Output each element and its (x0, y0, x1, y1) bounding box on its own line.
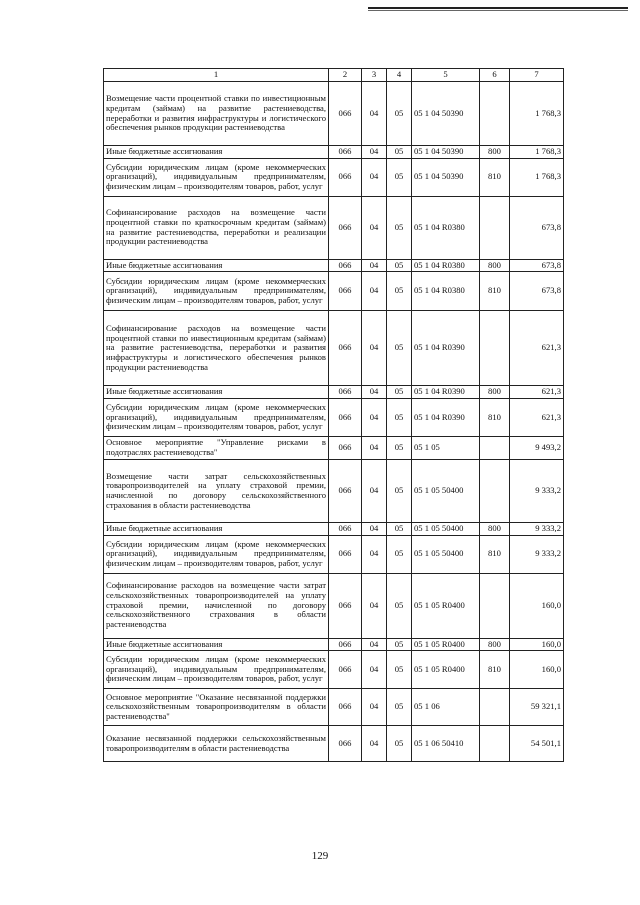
ministry-code: 066 (329, 272, 362, 311)
column-header: 7 (510, 69, 564, 82)
target-article-code: 05 1 05 50400 (412, 459, 480, 522)
ministry-code: 066 (329, 386, 362, 399)
table-row (104, 398, 564, 436)
ministry-code: 066 (329, 726, 362, 762)
table-row (104, 651, 564, 689)
column-header: 2 (329, 69, 362, 82)
table-row (104, 522, 564, 535)
expense-type-code (480, 311, 510, 386)
row-description: Софинансирование расходов на возмещение части затрат сельскохозяйственных товаропроизводителей на уплату страховой премии, начисленной по договору сельскохозяйственного страхования в области растениеводства (104, 573, 329, 638)
expense-type-code: 800 (480, 638, 510, 651)
amount-value: 160,0 (510, 651, 564, 689)
ministry-code: 066 (329, 689, 362, 726)
row-description: Иные бюджетные ассигнования (104, 386, 329, 399)
section-code: 04 (362, 522, 387, 535)
ministry-code: 066 (329, 398, 362, 436)
section-code: 04 (362, 436, 387, 459)
amount-value: 1 768,3 (510, 146, 564, 159)
row-description: Субсидии юридическим лицам (кроме некоммерческих организаций), индивидуальным предпринимателям, физическим лицам – производителям товаров, работ, услуг (104, 158, 329, 196)
amount-value: 1 768,3 (510, 158, 564, 196)
amount-value: 9 493,2 (510, 436, 564, 459)
table-row (104, 82, 564, 146)
subsection-code: 05 (387, 311, 412, 386)
column-header: 4 (387, 69, 412, 82)
section-code: 04 (362, 82, 387, 146)
ministry-code: 066 (329, 311, 362, 386)
subsection-code: 05 (387, 689, 412, 726)
amount-value: 160,0 (510, 638, 564, 651)
expense-type-code (480, 689, 510, 726)
section-code: 04 (362, 146, 387, 159)
expense-type-code: 810 (480, 651, 510, 689)
amount-value: 673,8 (510, 272, 564, 311)
subsection-code: 05 (387, 272, 412, 311)
target-article-code: 05 1 06 (412, 689, 480, 726)
section-code: 04 (362, 259, 387, 272)
amount-value: 673,8 (510, 196, 564, 259)
subsection-code: 05 (387, 638, 412, 651)
amount-value: 59 321,1 (510, 689, 564, 726)
ministry-code: 066 (329, 196, 362, 259)
ministry-code: 066 (329, 459, 362, 522)
amount-value: 9 333,2 (510, 459, 564, 522)
table-row (104, 259, 564, 272)
row-description: Иные бюджетные ассигнования (104, 638, 329, 651)
table-row (104, 726, 564, 762)
section-code: 04 (362, 726, 387, 762)
subsection-code: 05 (387, 522, 412, 535)
ministry-code: 066 (329, 259, 362, 272)
column-header: 5 (412, 69, 480, 82)
table-row (104, 158, 564, 196)
table-row (104, 386, 564, 399)
section-code: 04 (362, 535, 387, 573)
top-rule (368, 7, 628, 9)
section-code: 04 (362, 158, 387, 196)
ministry-code: 066 (329, 158, 362, 196)
target-article-code: 05 1 05 R0400 (412, 638, 480, 651)
target-article-code: 05 1 05 (412, 436, 480, 459)
target-article-code: 05 1 06 50410 (412, 726, 480, 762)
section-code: 04 (362, 459, 387, 522)
section-code: 04 (362, 573, 387, 638)
subsection-code: 05 (387, 196, 412, 259)
expense-type-code: 800 (480, 146, 510, 159)
target-article-code: 05 1 05 R0400 (412, 651, 480, 689)
amount-value: 673,8 (510, 259, 564, 272)
subsection-code: 05 (387, 82, 412, 146)
target-article-code: 05 1 04 R0380 (412, 259, 480, 272)
table-row (104, 573, 564, 638)
section-code: 04 (362, 272, 387, 311)
top-rule-thin (368, 10, 628, 11)
ministry-code: 066 (329, 535, 362, 573)
table-row (104, 436, 564, 459)
subsection-code: 05 (387, 573, 412, 638)
target-article-code: 05 1 04 R0390 (412, 386, 480, 399)
subsection-code: 05 (387, 651, 412, 689)
expense-type-code (480, 196, 510, 259)
amount-value: 160,0 (510, 573, 564, 638)
amount-value: 54 501,1 (510, 726, 564, 762)
subsection-code: 05 (387, 726, 412, 762)
row-description: Основное мероприятие "Управление рисками в подотраслях растениеводства" (104, 436, 329, 459)
expense-type-code: 810 (480, 398, 510, 436)
section-code: 04 (362, 386, 387, 399)
target-article-code: 05 1 04 50390 (412, 158, 480, 196)
subsection-code: 05 (387, 535, 412, 573)
expense-type-code (480, 82, 510, 146)
subsection-code: 05 (387, 386, 412, 399)
amount-value: 1 768,3 (510, 82, 564, 146)
budget-table (103, 68, 564, 762)
target-article-code: 05 1 05 50400 (412, 522, 480, 535)
section-code: 04 (362, 196, 387, 259)
amount-value: 621,3 (510, 311, 564, 386)
ministry-code: 066 (329, 522, 362, 535)
page-number: 129 (311, 850, 329, 862)
row-description: Софинансирование расходов на возмещение части процентной ставки по краткосрочным кредитам (займам) на развитие растениеводства, переработки и реализации продукции растениеводства (104, 196, 329, 259)
expense-type-code (480, 726, 510, 762)
expense-type-code (480, 436, 510, 459)
table-row (104, 459, 564, 522)
ministry-code: 066 (329, 651, 362, 689)
column-header: 6 (480, 69, 510, 82)
subsection-code: 05 (387, 146, 412, 159)
section-code: 04 (362, 638, 387, 651)
expense-type-code: 810 (480, 158, 510, 196)
ministry-code: 066 (329, 638, 362, 651)
row-description: Субсидии юридическим лицам (кроме некоммерческих организаций), индивидуальным предпринимателям, физическим лицам – производителям товаров, работ, услуг (104, 398, 329, 436)
expense-type-code (480, 459, 510, 522)
subsection-code: 05 (387, 436, 412, 459)
expense-type-code: 800 (480, 386, 510, 399)
target-article-code: 05 1 05 50400 (412, 535, 480, 573)
expense-type-code: 800 (480, 522, 510, 535)
row-description: Возмещение части затрат сельскохозяйственных товаропроизводителей на уплату страховой премии, начисленной по договору сельскохозяйственного страхования в области растениеводства (104, 459, 329, 522)
section-code: 04 (362, 398, 387, 436)
ministry-code: 066 (329, 436, 362, 459)
column-header: 1 (104, 69, 329, 82)
target-article-code: 05 1 04 R0390 (412, 311, 480, 386)
expense-type-code (480, 573, 510, 638)
amount-value: 621,3 (510, 398, 564, 436)
row-description: Софинансирование расходов на возмещение части процентной ставки по инвестиционным кредитам (займам) на развитие растениеводства, переработки и развития инфраструктуры и логистического обеспечения рынков продукции растениеводства (104, 311, 329, 386)
row-description: Возмещение части процентной ставки по инвестиционным кредитам (займам) на развитие растениеводства, переработки и развития инфраструктуры и логистического обеспечения рынков продукции растениеводства (104, 82, 329, 146)
subsection-code: 05 (387, 398, 412, 436)
column-header: 3 (362, 69, 387, 82)
row-description: Иные бюджетные ассигнования (104, 146, 329, 159)
target-article-code: 05 1 04 50390 (412, 146, 480, 159)
ministry-code: 066 (329, 146, 362, 159)
subsection-code: 05 (387, 459, 412, 522)
row-description: Субсидии юридическим лицам (кроме некоммерческих организаций), индивидуальным предпринимателям, физическим лицам – производителям товаров, работ, услуг (104, 535, 329, 573)
ministry-code: 066 (329, 573, 362, 638)
target-article-code: 05 1 04 R0390 (412, 398, 480, 436)
table-row (104, 311, 564, 386)
subsection-code: 05 (387, 158, 412, 196)
table-row (104, 146, 564, 159)
expense-type-code: 810 (480, 272, 510, 311)
amount-value: 621,3 (510, 386, 564, 399)
table-row (104, 535, 564, 573)
table-row (104, 196, 564, 259)
target-article-code: 05 1 04 50390 (412, 82, 480, 146)
target-article-code: 05 1 04 R0380 (412, 272, 480, 311)
section-code: 04 (362, 311, 387, 386)
amount-value: 9 333,2 (510, 522, 564, 535)
section-code: 04 (362, 651, 387, 689)
table-row (104, 689, 564, 726)
table-row (104, 638, 564, 651)
table-row (104, 272, 564, 311)
target-article-code: 05 1 04 R0380 (412, 196, 480, 259)
row-description: Субсидии юридическим лицам (кроме некоммерческих организаций), индивидуальным предпринимателям, физическим лицам – производителям товаров, работ, услуг (104, 272, 329, 311)
target-article-code: 05 1 05 R0400 (412, 573, 480, 638)
ministry-code: 066 (329, 82, 362, 146)
row-description: Субсидии юридическим лицам (кроме некоммерческих организаций), индивидуальным предпринимателям, физическим лицам – производителям товаров, работ, услуг (104, 651, 329, 689)
header-row (104, 69, 564, 82)
row-description: Оказание несвязанной поддержки сельскохозяйственным товаропроизводителям в области растениеводства (104, 726, 329, 762)
expense-type-code: 800 (480, 259, 510, 272)
section-code: 04 (362, 689, 387, 726)
row-description: Основное мероприятие "Оказание несвязанной поддержки сельскохозяйственным товаропроизводителям в области растениеводства" (104, 689, 329, 726)
subsection-code: 05 (387, 259, 412, 272)
row-description: Иные бюджетные ассигнования (104, 522, 329, 535)
row-description: Иные бюджетные ассигнования (104, 259, 329, 272)
amount-value: 9 333,2 (510, 535, 564, 573)
expense-type-code: 810 (480, 535, 510, 573)
